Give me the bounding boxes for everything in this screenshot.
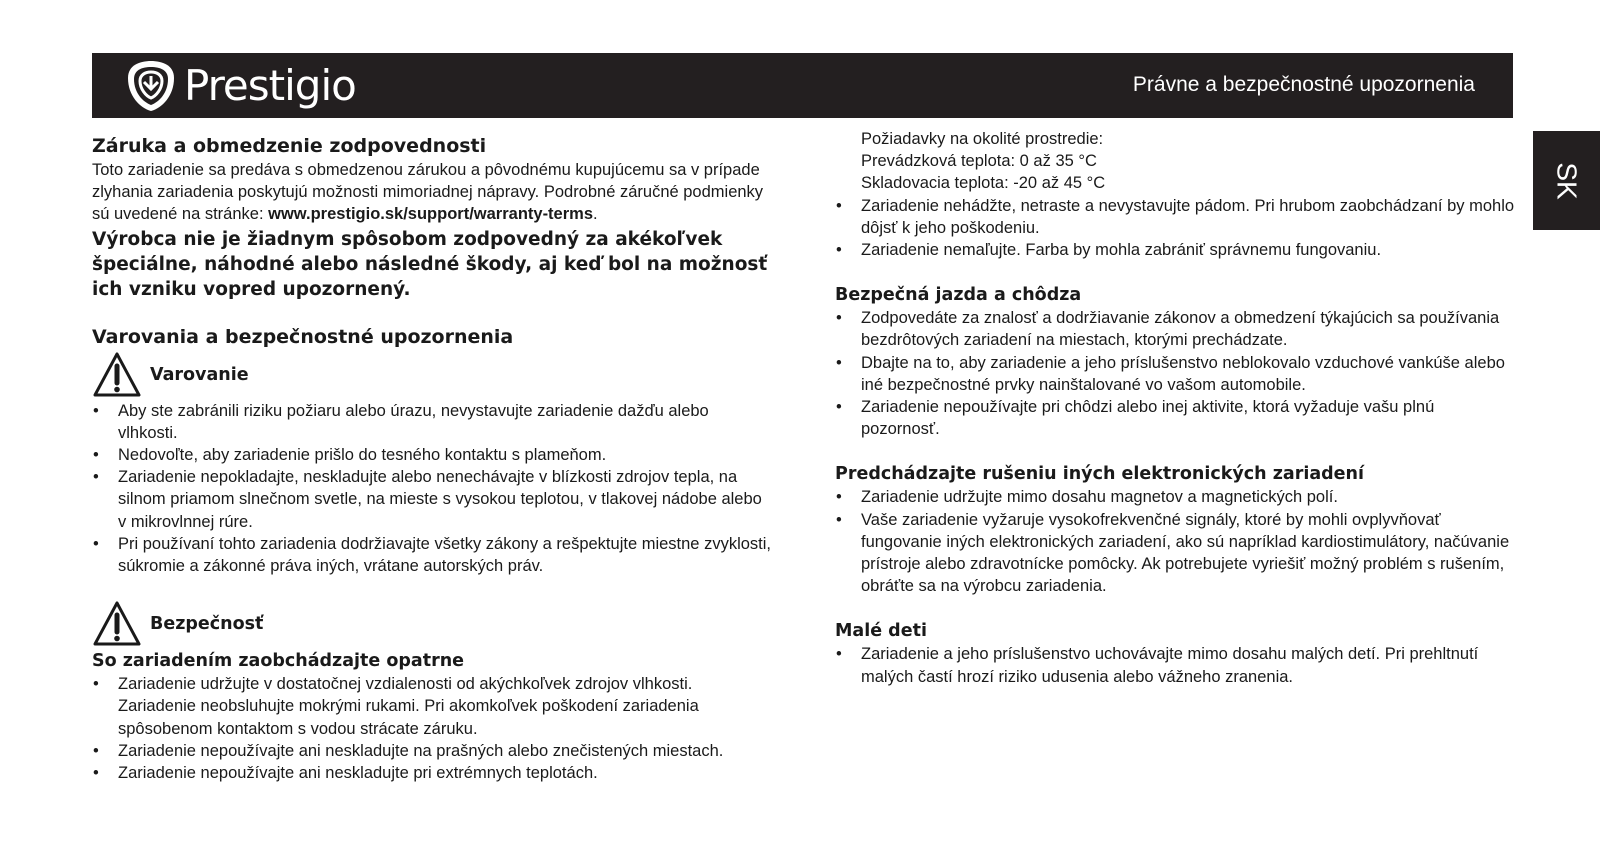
list-item: • Zariadenie nemaľujte. Farba by mohla zabrániť správnemu fungovaniu. [835, 239, 1515, 261]
interference-heading: Predchádzajte rušeniu iných elektronických zariadení [835, 464, 1364, 485]
warranty-link[interactable]: www.prestigio.sk/support/warranty-terms [268, 205, 594, 224]
safety-list [92, 673, 772, 784]
header-bar [92, 53, 1513, 118]
interference-list [835, 486, 1515, 597]
list-item: • Zariadenie nepoužívajte pri chôdzi alebo inej aktivite, ktorá vyžaduje vašu plnú pozornosť. [835, 396, 1515, 440]
warning-subheading: Varovanie [150, 364, 249, 385]
handle-care-heading: So zariadením zaobchádzajte opatrne [92, 651, 465, 672]
list-item: • Pri používaní tohto zariadenia dodržiavajte všetky zákony a rešpektujte miestne zvyklosti, súkromie a zákonné práva iných, vrátane autorských práv. [92, 533, 772, 577]
list-item: • Vaše zariadenie vyžaruje vysokofrekvenčné signály, ktoré by mohli ovplyvňovať fungovanie iných elektronických zariadení, ako sú napríklad kardiostimulátory, načúvanie prístroje alebo zdravotnícke pomôcky. Ak potrebujete vyriešiť možný problém s rušením, obráťte sa na výrobcu zariadenia. [835, 509, 1515, 598]
warning-list [92, 400, 772, 578]
brand-name: Prestigio [184, 61, 356, 110]
list-item: • Zariadenie nepoužívajte ani neskladujte na prašných alebo znečistených miestach. [92, 740, 772, 762]
warning-triangle-icon [92, 350, 142, 400]
prestigio-shield-icon [124, 58, 178, 114]
warranty-link-period: . [593, 205, 598, 224]
language-code: SK [1551, 161, 1583, 200]
warnings-heading: Varovania a bezpečnostné upozornenia [92, 325, 514, 348]
list-item: • Zariadenie a jeho príslušenstvo uchovávajte mimo dosahu malých detí. Pri prehltnutí malých častí hrozí riziko udusenia alebo vážneho zranenia. [835, 643, 1515, 687]
warranty-text [92, 159, 772, 226]
children-list [835, 643, 1515, 687]
warning-triangle-icon [92, 599, 142, 649]
warranty-heading: Záruka a obmedzenie zodpovednosti [92, 135, 487, 157]
safety-subheading: Bezpečnosť [150, 614, 264, 635]
handling-list [835, 195, 1515, 262]
list-item: • Aby ste zabránili riziku požiaru alebo úrazu, nevystavujte zariadenie dažďu alebo vlhkosti. [92, 400, 772, 444]
list-item: • Zariadenie udržujte mimo dosahu magnetov a magnetických polí. [835, 486, 1515, 508]
warranty-disclaimer: Výrobca nie je žiadnym spôsobom zodpovedný za akékoľvek špeciálne, náhodné alebo následné škody, aj keď bol na možnosť ich vzniku vopred upozornený. [92, 228, 768, 300]
env-requirements-label: Požiadavky na okolité prostredie: [861, 130, 1104, 148]
page-title: Právne a bezpečnostné upozornenia [1132, 73, 1475, 96]
language-tab [1533, 131, 1600, 230]
list-item: • Zariadenie nepoužívajte ani neskladujte pri extrémnych teplotách. [92, 762, 772, 784]
operating-temperature: Prevádzková teplota: 0 až 35 °C [861, 152, 1097, 171]
driving-heading: Bezpečná jazda a chôdza [835, 285, 1082, 306]
driving-list [835, 307, 1515, 440]
storage-temperature: Skladovacia teplota: -20 až 45 °C [861, 174, 1106, 193]
list-item: • Nedovoľte, aby zariadenie prišlo do tesného kontaktu s plameňom. [92, 444, 772, 466]
list-item: • Dbajte na to, aby zariadenie a jeho príslušenstvo neblokovalo vzduchové vankúše alebo iné bezpečnostné prvky nainštalované vo vašom automobile. [835, 352, 1515, 396]
list-item: • Zariadenie udržujte v dostatočnej vzdialenosti od akýchkoľvek zdrojov vlhkosti. Zariadenie neobsluhujte mokrými rukami. Pri akomkoľvek poškodení zariadenia spôsobenom kontaktom s vodou strácate záruku. [92, 673, 772, 740]
warning-subheading-row [92, 350, 772, 400]
list-item: • Zariadenie nepokladajte, neskladujte alebo nenechávajte v blízkosti zdrojov tepla, na silnom priamom slnečnom svetle, na mieste s vysokou teplotou, v tlakovej nádobe alebo v mikrovlnnej rúre. [92, 466, 772, 533]
right-column [835, 128, 1515, 688]
warranty-body: Toto zariadenie sa predáva s obmedzenou zárukou a pôvodnému kupujúcemu sa v prípade zlyhania zariadenia poskytujú možnosti mimoriadnej nápravy. Podrobné záručné podmienky sú uvedené na stránke: [92, 161, 764, 224]
left-column [92, 133, 772, 784]
list-item: • Zodpovedáte za znalosť a dodržiavanie zákonov a obmedzení týkajúcich sa používania bezdrôtových zariadení na miestach, ktorými prechádzate. [835, 307, 1515, 351]
safety-subheading-row [92, 599, 772, 649]
prestigio-logo [124, 58, 356, 114]
list-item: • Zariadenie nehádžte, netraste a nevystavujte pádom. Pri hrubom zaobchádzaní by mohlo dôjsť k jeho poškodeniu. [835, 195, 1515, 239]
children-heading: Malé deti [835, 621, 927, 642]
